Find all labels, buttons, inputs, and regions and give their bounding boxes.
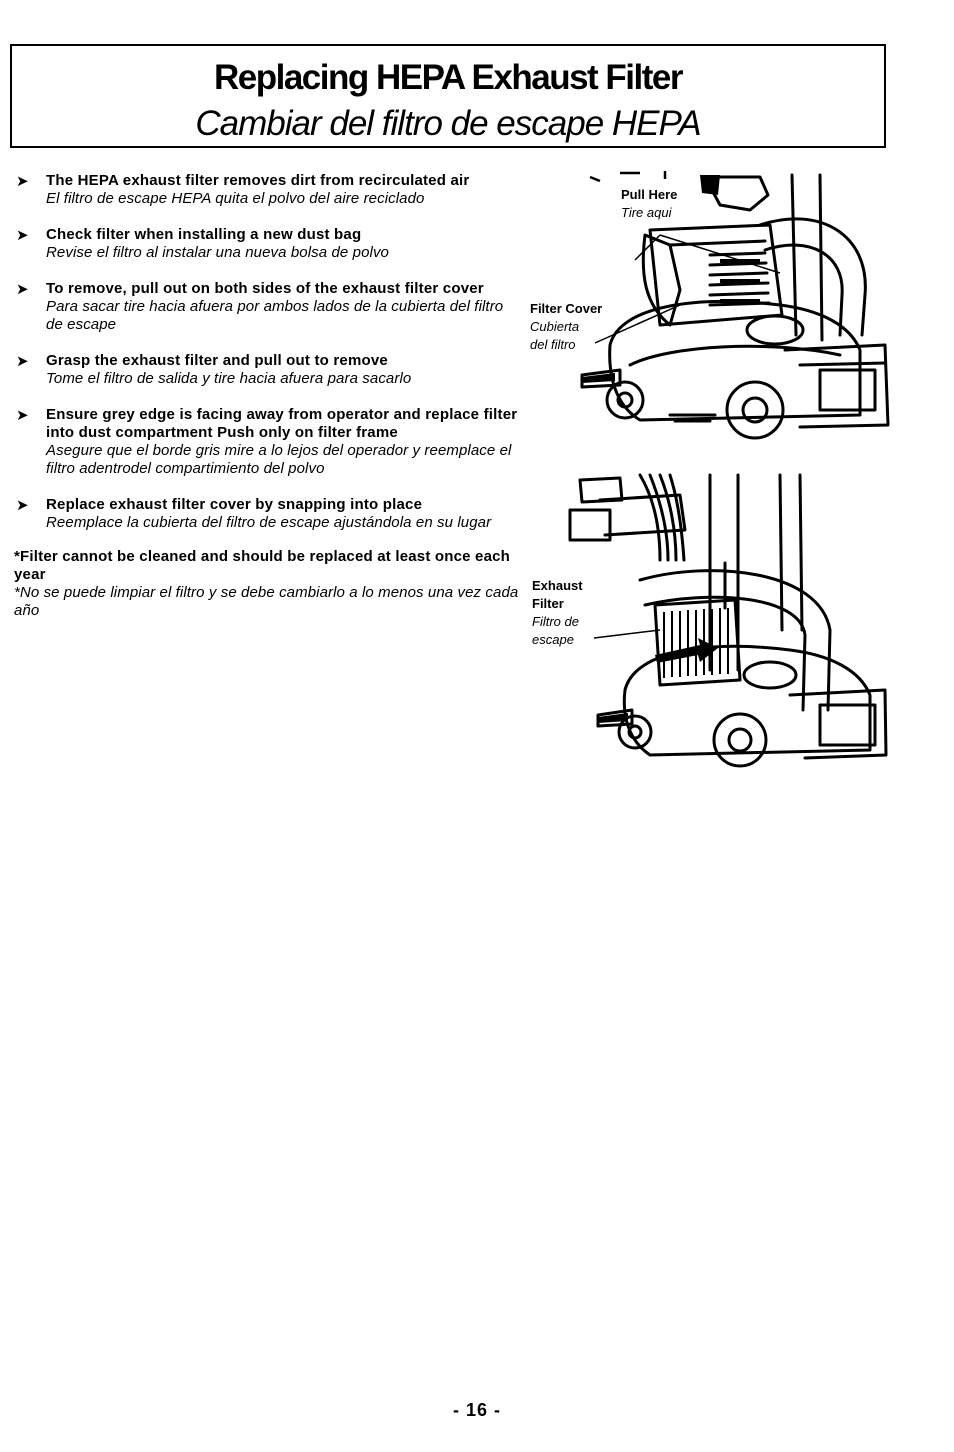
vacuum-filter-drawing <box>560 470 890 770</box>
step-5-english: Ensure grey edge is facing away from operator and replace filter into dust compartment Push only on filter frame <box>46 406 518 441</box>
instruction-list <box>14 172 520 620</box>
step-1-english: The HEPA exhaust filter removes dirt from recirculated air <box>46 172 470 189</box>
step-1 <box>14 172 520 208</box>
step-5-spanish: Asegure que el borde gris mire a lo lejos del operador y reemplace el filtro adentrodel compartimiento del polvo <box>46 442 512 477</box>
step-2 <box>14 226 520 262</box>
page-title: Replacing HEPA Exhaust Filter <box>214 58 682 97</box>
page-title-spanish: Cambiar del filtro de escape HEPA <box>195 104 701 143</box>
exhaust-filter-label: Exhaust Filter Filtro de escape <box>532 578 583 647</box>
step-6-spanish: Reemplace la cubierta del filtro de escape ajustándola en su lugar <box>46 514 492 531</box>
step-4 <box>14 352 520 388</box>
step-1-spanish: El filtro de escape HEPA quita el polvo del aire reciclado <box>46 190 425 207</box>
bullet-arrow-icon: ➤ <box>16 497 29 514</box>
step-3 <box>14 280 520 334</box>
step-2-english: Check filter when installing a new dust bag <box>46 226 362 243</box>
step-3-spanish: Para sacar tire hacia afuera por ambos lados de la cubierta del filtro de escape <box>46 298 504 333</box>
filter-note <box>14 548 520 620</box>
title-box <box>10 44 886 148</box>
page-number: - 16 - <box>452 1400 501 1420</box>
bullet-arrow-icon: ➤ <box>16 281 29 298</box>
step-3-english: To remove, pull out on both sides of the exhaust filter cover <box>46 280 484 297</box>
filter-cover-label: Filter Cover Cubierta del filtro <box>530 301 603 352</box>
note-english: *Filter cannot be cleaned and should be replaced at least once each year <box>14 548 511 583</box>
step-6-english: Replace exhaust filter cover by snapping into place <box>46 496 423 513</box>
bullet-arrow-icon: ➤ <box>16 227 29 244</box>
step-4-english: Grasp the exhaust filter and pull out to remove <box>46 352 388 369</box>
bullet-arrow-icon: ➤ <box>16 407 29 424</box>
bullet-arrow-icon: ➤ <box>16 173 29 190</box>
step-6 <box>14 496 520 532</box>
pull-here-label: Pull Here Tire aqui <box>621 187 678 220</box>
figure-exhaust-filter-illustration <box>560 470 890 770</box>
step-2-spanish: Revise el filtro al instalar una nueva bolsa de polvo <box>46 244 389 261</box>
step-5 <box>14 406 520 478</box>
note-spanish: *No se puede limpiar el filtro y se debe cambiarlo a lo menos una vez cada año <box>14 584 519 619</box>
bullet-arrow-icon: ➤ <box>16 353 29 370</box>
step-4-spanish: Tome el filtro de salida y tire hacia afuera para sacarlo <box>46 370 412 387</box>
